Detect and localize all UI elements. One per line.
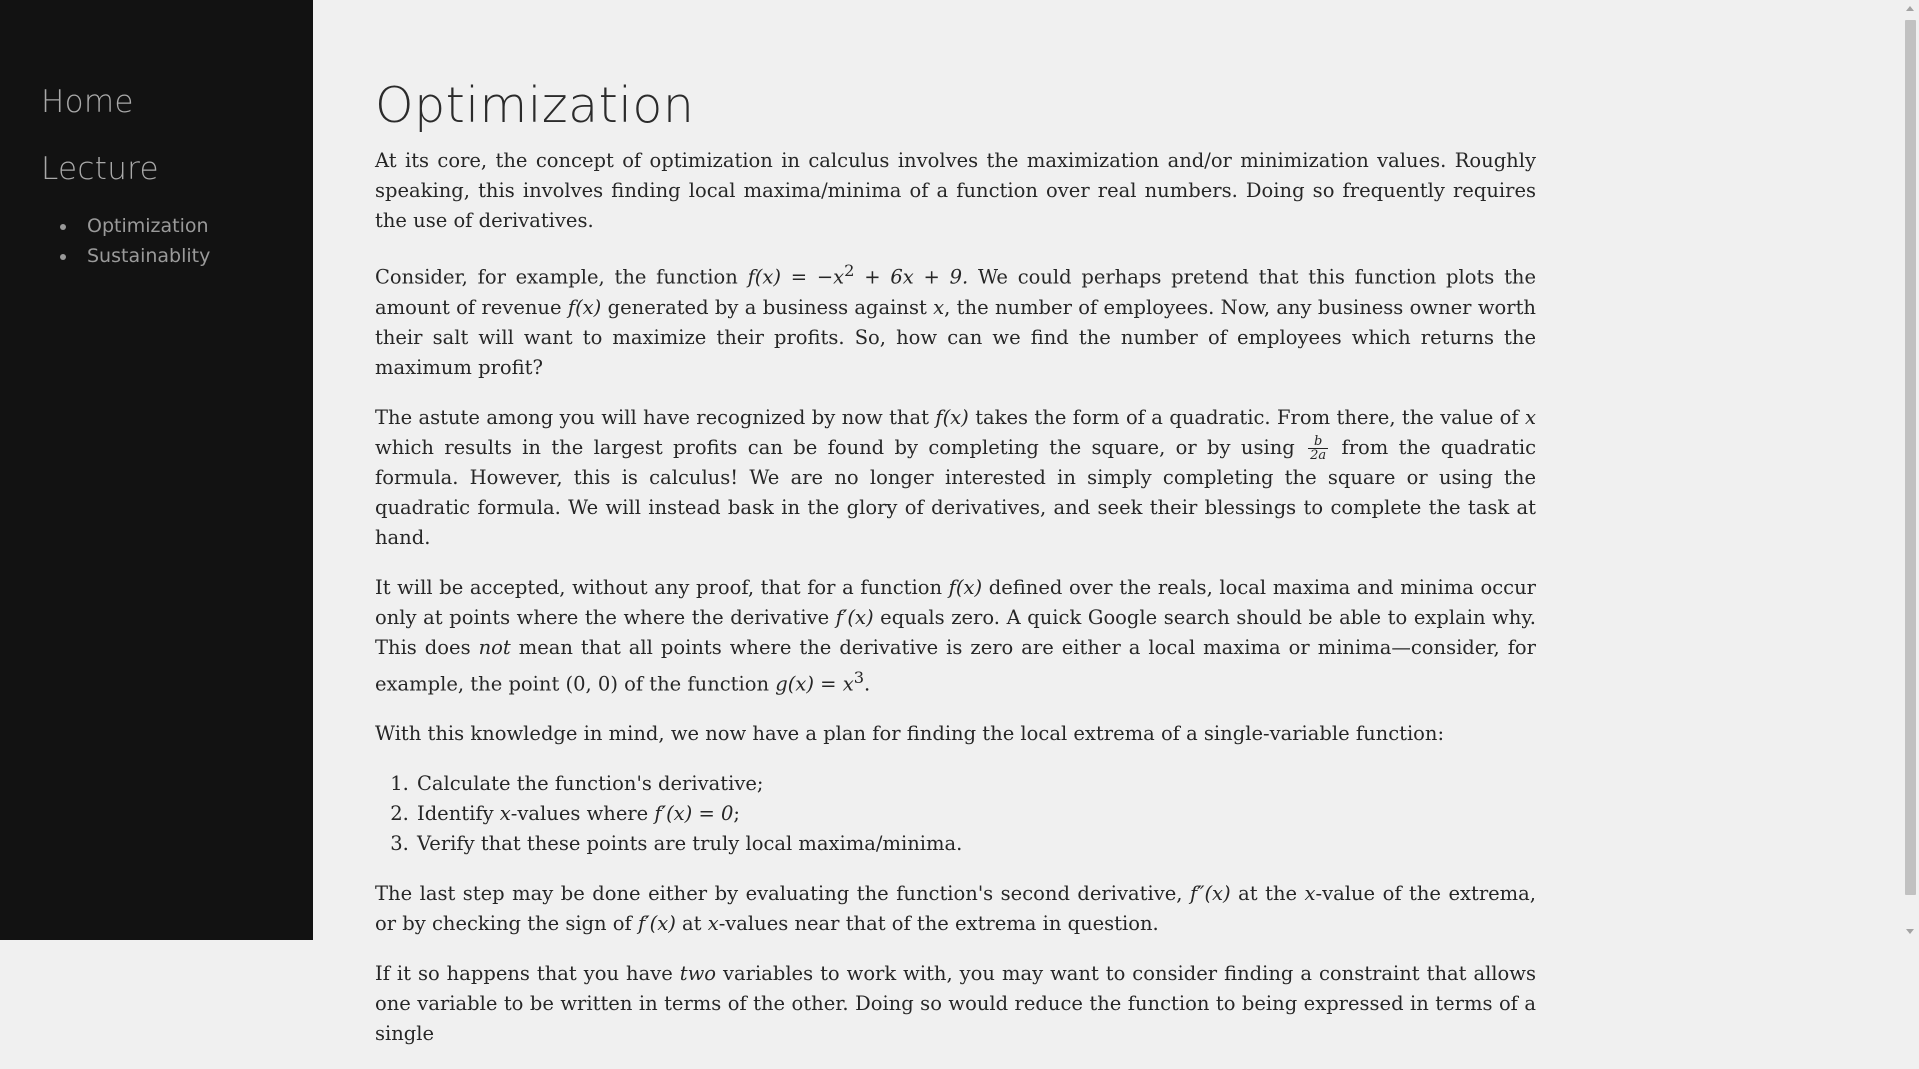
lecture-sublist xyxy=(41,211,210,271)
list-item: 2. Identify x-values where f′(x) = 0; xyxy=(415,799,1536,829)
sidebar xyxy=(0,0,313,940)
scroll-thumb[interactable] xyxy=(1905,20,1916,895)
paragraph-quadratic: The astute among you will have recognized by now that f(x) takes the form of a quadratic. From there, the value of x which results in the largest profits can be found by completing the square, or by using $\frac{b}{2a}$ from the quadratic formula. However, this is calculus! We are no longer interested in simply completing the square or using the quadratic formula. We will instead bask in the glory of derivatives, and seek their blessings to complete the task at hand. xyxy=(375,405,1536,549)
nav-optimization-link[interactable]: Optimization xyxy=(41,211,210,241)
main-content xyxy=(375,74,1536,1069)
nav-sustainability-link[interactable]: Sustainablity xyxy=(41,241,210,271)
paragraph-example: Consider, for example, the function $f(x) = -x^2 + 6x + 9$. We could perhaps pretend that this function plots the amount of revenue f(x) generated by a business against x, the number of employees. Now, any business owner worth their salt will want to maximize their profits. So, how can we find the number of employees which returns the maximum profit? xyxy=(375,261,1536,379)
paragraph-intro: At its core, the concept of optimization in calculus involves the maximization and/or minimization values. Roughly speaking, this involves finding local maxima/minima of a function over real numbers. Doing so frequently requires the use of derivatives. xyxy=(375,149,1536,232)
list-item: 1. Calculate the function's derivative; xyxy=(415,769,1536,799)
page-title: Optimization xyxy=(375,77,695,134)
scroll-up-arrow-icon[interactable] xyxy=(1906,6,1914,11)
fraction-b-over-2a: $\frac{b}{2a}$ xyxy=(1310,433,1327,463)
paragraph-two-variables: If it so happens that you have two variables to work with, you may want to consider finding a constraint that allows one variable to be written in terms of the other. Doing so would reduce the function to being expressed in terms of a single xyxy=(375,962,1536,1045)
vertical-scrollbar[interactable] xyxy=(1902,0,1919,940)
paragraph-derivative: It will be accepted, without any proof, that for a function f(x) defined over the reals, local maxima and minima occur only at points where the where the derivative f′(x) equals zero. A quick Google search should be able to explain why. This does not mean that all points where the derivative is zero are either a local maxima or minima—consider, for example, the point (0, 0) of the function $g(x) = x^3$. xyxy=(375,575,1536,695)
scroll-down-arrow-icon[interactable] xyxy=(1906,929,1914,934)
nav-home-link[interactable]: Home xyxy=(41,84,134,120)
nav-lecture-link[interactable]: Lecture xyxy=(41,151,159,187)
paragraph-second-derivative: The last step may be done either by evaluating the function's second derivative, f″(x) at the x-value of the extrema, or by checking the sign of f′(x) at x-values near that of the extrema in question. xyxy=(375,882,1536,935)
paragraph-plan: With this knowledge in mind, we now have a plan for finding the local extrema of a single-variable function: xyxy=(375,722,1445,745)
list-item: 3. Verify that these points are truly local maxima/minima. xyxy=(415,829,1536,859)
steps-list xyxy=(375,769,1536,859)
